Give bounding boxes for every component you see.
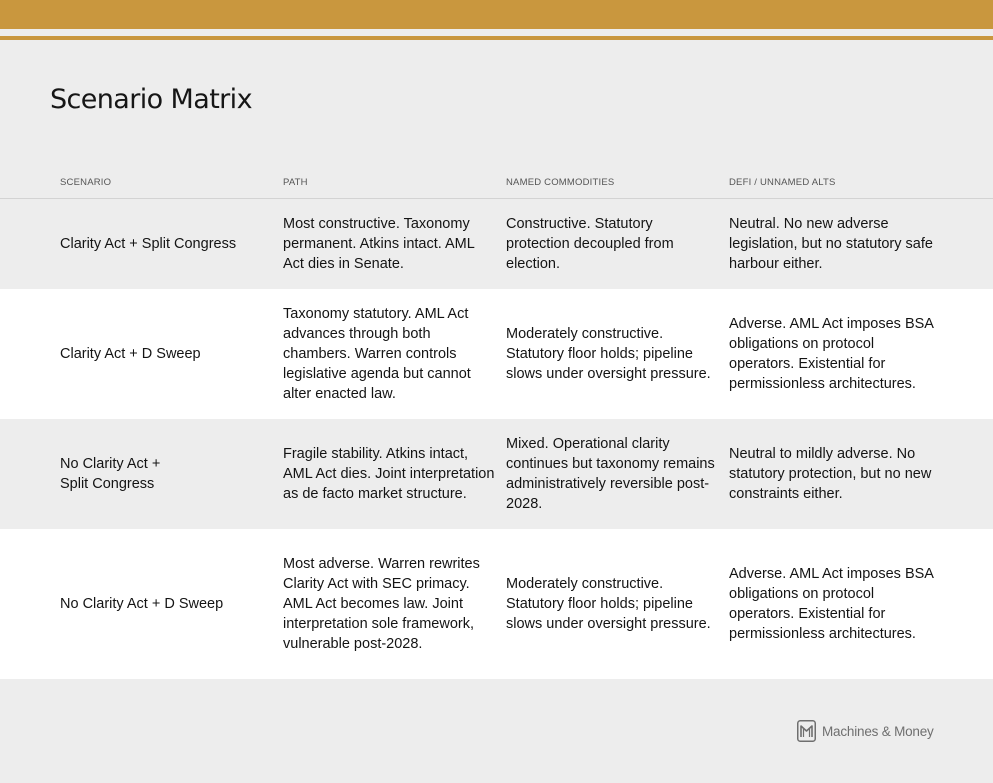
named-commodities-cell: Constructive. Statutory protection decoupled from election. — [506, 216, 674, 272]
table-row — [0, 419, 993, 529]
header-cell-named-commodities: NAMED COMMODITIES — [506, 176, 615, 188]
header-cell-defi: DEFI / UNNAMED ALTS — [729, 176, 836, 188]
scenario-cell: No Clarity Act + Split Congress — [60, 456, 161, 492]
scenario-cell: Clarity Act + D Sweep — [60, 346, 201, 362]
table-row — [0, 199, 993, 289]
defi-cell: Neutral to mildly adverse. No statutory protection, but no new constraints either. — [729, 446, 932, 502]
table-row — [0, 289, 993, 419]
scenario-matrix-table — [0, 163, 993, 679]
path-cell: Most constructive. Taxonomy permanent. Atkins intact. AML Act dies in Senate. — [283, 216, 475, 272]
page-title: Scenario Matrix — [50, 84, 252, 115]
table-row — [0, 529, 993, 679]
header-cell-scenario: SCENARIO — [60, 176, 112, 188]
path-cell: Most adverse. Warren rewrites Clarity Act with SEC primacy. AML Act becomes law. Joint interpretation sole framework, vulnerable post-2028. — [283, 556, 480, 652]
scenario-cell: Clarity Act + Split Congress — [60, 236, 237, 252]
footer-brand — [797, 720, 934, 742]
defi-cell: Adverse. AML Act imposes BSA obligations on protocol operators. Existential for permissionless architectures. — [729, 566, 934, 642]
named-commodities-cell: Mixed. Operational clarity continues but taxonomy remains administratively reversible post-2028. — [506, 436, 715, 512]
machines-and-money-logo-icon — [797, 720, 816, 742]
top-accent-band — [0, 0, 993, 29]
named-commodities-cell: Moderately constructive. Statutory floor holds; pipeline slows under oversight pressure. — [506, 576, 711, 632]
top-accent-rule — [0, 36, 993, 40]
defi-cell: Adverse. AML Act imposes BSA obligations on protocol operators. Existential for permissionless architectures. — [729, 316, 934, 392]
defi-cell: Neutral. No new adverse legislation, but no statutory safe harbour either. — [729, 216, 933, 272]
path-cell: Taxonomy statutory. AML Act advances through both chambers. Warren controls legislative agenda but cannot alter enacted law. — [283, 306, 471, 402]
named-commodities-cell: Moderately constructive. Statutory floor holds; pipeline slows under oversight pressure. — [506, 326, 711, 382]
table-header-row — [0, 163, 993, 199]
brand-name: Machines & Money — [822, 723, 934, 739]
path-cell: Fragile stability. Atkins intact, AML Act dies. Joint interpretation as de facto market structure. — [283, 446, 495, 502]
header-cell-path: PATH — [283, 176, 308, 188]
scenario-cell: No Clarity Act + D Sweep — [60, 596, 224, 612]
